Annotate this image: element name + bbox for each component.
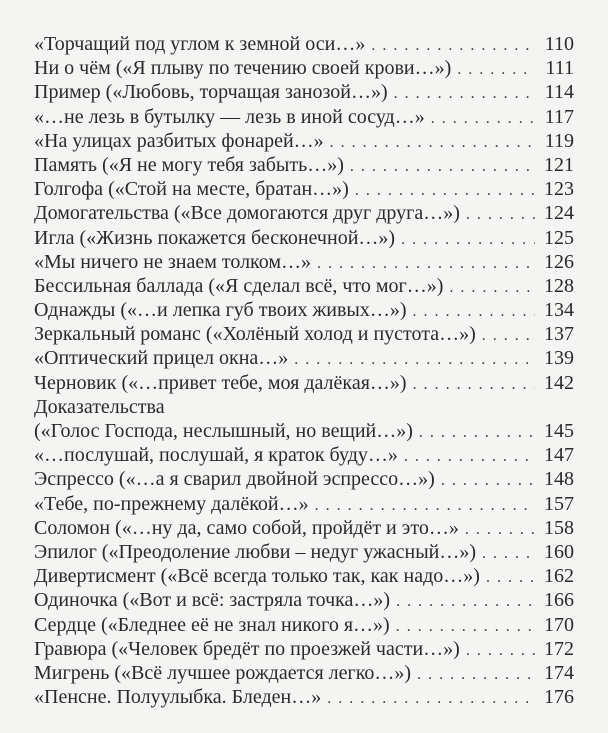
toc-entry	[34, 105, 574, 129]
toc-dot-leader	[413, 373, 535, 397]
toc-entry	[34, 250, 574, 274]
toc-entry-page-number: 158	[544, 516, 574, 539]
toc-dot-leader	[330, 131, 535, 155]
toc-entry	[34, 492, 574, 516]
toc-dot-leader	[466, 639, 535, 663]
toc-entry-page-number: 172	[544, 637, 574, 660]
toc-entry-title: «…не лезь в бутылку — лезь в иной сосуд…»	[34, 105, 425, 128]
toc-entry-title: Эспрессо («…а я сварил двойной эспрессо…»)	[34, 468, 435, 491]
toc-entry-page-number: 162	[544, 565, 574, 588]
toc-entry	[34, 322, 574, 346]
toc-entry-title: «Пенсне. Полуулыбка. Бледен…»	[34, 686, 322, 709]
toc-entry-page-number: 160	[544, 540, 574, 563]
toc-entry-title: «Мы ничего не знаем толком…»	[34, 250, 312, 273]
toc-dot-leader	[327, 687, 535, 711]
toc-dot-leader	[404, 445, 535, 469]
toc-dot-leader	[294, 348, 535, 372]
toc-entry	[34, 298, 574, 322]
toc-entry	[34, 274, 574, 298]
toc-entry-page-number: 148	[544, 468, 574, 491]
toc-entry-page-number: 128	[544, 274, 574, 297]
toc-entry-page-number: 124	[544, 202, 574, 225]
toc-entry	[34, 371, 574, 395]
toc-entry-page-number: 147	[544, 444, 574, 467]
toc-entry-title: Соломон («…ну да, само собой, пройдёт и это…»	[34, 516, 459, 539]
toc-entry-page-number: 111	[545, 57, 574, 80]
toc-entry-title: Пример («Любовь, торчащая занозой…»)	[34, 81, 388, 104]
toc-entry-page-number: 145	[544, 420, 574, 442]
toc-dot-leader	[449, 276, 535, 300]
toc-entry	[34, 516, 574, 540]
toc-entry-title: Дивертисмент («Всё всегда только так, как надо…»)	[34, 565, 480, 588]
toc-entry-page-number: 166	[544, 589, 574, 612]
toc-dot-leader	[482, 324, 535, 348]
toc-entry	[34, 80, 574, 104]
toc-entry-title: Черновик («…привет тебе, моя далёкая…»)	[34, 371, 407, 394]
toc-entry-page-number: 126	[544, 250, 574, 273]
toc-entry-title: Одиночка («Вот и всё: застряла точка…»)	[34, 589, 391, 612]
toc-entry	[34, 443, 574, 467]
toc-entry-title: Однажды («…и лепка губ твоих живых…»)	[34, 299, 407, 322]
toc-dot-leader	[431, 107, 535, 131]
table-of-contents	[34, 32, 574, 709]
toc-entry-title: «Торчащий под углом к земной оси…»	[34, 33, 366, 55]
toc-entry-title: «На улицах разбитых фонарей…»	[34, 129, 324, 152]
toc-entry-title: («Голос Господа, неслышный, но вещий…»)	[34, 420, 413, 442]
toc-entry	[34, 613, 574, 637]
toc-dot-leader	[396, 590, 535, 614]
toc-dot-leader	[355, 179, 535, 203]
toc-dot-leader	[394, 82, 535, 106]
toc-entry	[34, 32, 574, 56]
toc-entry	[34, 685, 574, 709]
toc-entry-page-number: 170	[544, 613, 574, 636]
toc-entry-title: «Тебе, по-прежнему далёкой…»	[34, 492, 309, 515]
toc-entry-title: «…послушай, послушай, я краток буду…»	[34, 444, 398, 467]
toc-entry	[34, 540, 574, 564]
toc-entry	[34, 588, 574, 612]
toc-entry	[34, 467, 574, 491]
toc-entry-page-number: 176	[544, 686, 574, 709]
toc-entry	[34, 153, 574, 177]
toc-entry-title: Зеркальный романс («Холёный холод и пустота…»)	[34, 323, 476, 346]
toc-entry-page-number: 121	[544, 153, 574, 176]
toc-entry-page-number: 110	[544, 33, 574, 55]
toc-entry-page-number: 117	[544, 105, 574, 128]
toc-entry-title: Домогательства («Все домогаются друг друга…»)	[34, 202, 460, 225]
toc-entry-title: «Оптический прицел окна…»	[34, 347, 289, 370]
toc-entry	[34, 661, 574, 685]
toc-entry-page-number: 125	[544, 226, 574, 249]
toc-entry-title: Ни о чём («Я плыву по течению своей крови…»)	[34, 57, 452, 80]
toc-entry-page-number: 123	[544, 178, 574, 201]
toc-entry	[34, 419, 574, 443]
toc-entry-page-number: 137	[544, 323, 574, 346]
toc-entry-page-number: 134	[544, 299, 574, 322]
toc-section-heading: Доказательства	[34, 395, 165, 418]
toc-entry-title: Голгофа («Стой на месте, братан…»)	[34, 178, 349, 201]
toc-dot-leader	[441, 469, 535, 493]
toc-entry	[34, 56, 574, 80]
toc-entry-page-number: 114	[544, 81, 574, 104]
toc-entry-title: Гравюра («Человек бредёт по проезжей части…»)	[34, 637, 460, 660]
toc-dot-leader	[457, 58, 535, 82]
toc-entry-title: Мигрень («Всё лучшее рождается легко…»)	[34, 661, 412, 684]
toc-dot-leader	[315, 494, 535, 518]
toc-entry	[34, 346, 574, 370]
toc-dot-leader	[419, 421, 535, 445]
toc-dot-leader	[482, 542, 535, 566]
toc-entry-page-number: 157	[544, 492, 574, 515]
toc-entry-page-number: 119	[544, 129, 574, 152]
toc-entry-title: Бессильная баллада («Я сделал всё, что мог…»)	[34, 274, 444, 297]
toc-entry	[34, 177, 574, 201]
toc-entry-page-number: 139	[544, 347, 574, 370]
toc-entry	[34, 564, 574, 588]
toc-entry	[34, 226, 574, 250]
toc-dot-leader	[486, 566, 535, 590]
toc-entry-title: Игла («Жизнь покажется бесконечной…»)	[34, 226, 396, 249]
toc-dot-leader	[396, 615, 535, 639]
toc-entry	[34, 637, 574, 661]
toc-entry-page-number: 142	[544, 371, 574, 394]
toc-dot-leader	[371, 34, 535, 58]
toc-dot-leader	[465, 518, 535, 542]
toc-entry-title: Сердце («Бледнее её не знал никого я…»)	[34, 613, 390, 636]
toc-entry-page-number: 174	[544, 661, 574, 684]
toc-entry	[34, 201, 574, 225]
toc-entry-title: Эпилог («Преодоление любви – недуг ужасный…»)	[34, 540, 477, 563]
toc-dot-leader	[350, 155, 535, 179]
toc-dot-leader	[413, 300, 535, 324]
toc-dot-leader	[401, 228, 535, 252]
toc-dot-leader	[317, 252, 535, 276]
toc-dot-leader	[417, 663, 535, 687]
toc-dot-leader	[466, 203, 535, 227]
toc-entry	[34, 129, 574, 153]
toc-entry-title: Память («Я не могу тебя забыть…»)	[34, 153, 344, 176]
